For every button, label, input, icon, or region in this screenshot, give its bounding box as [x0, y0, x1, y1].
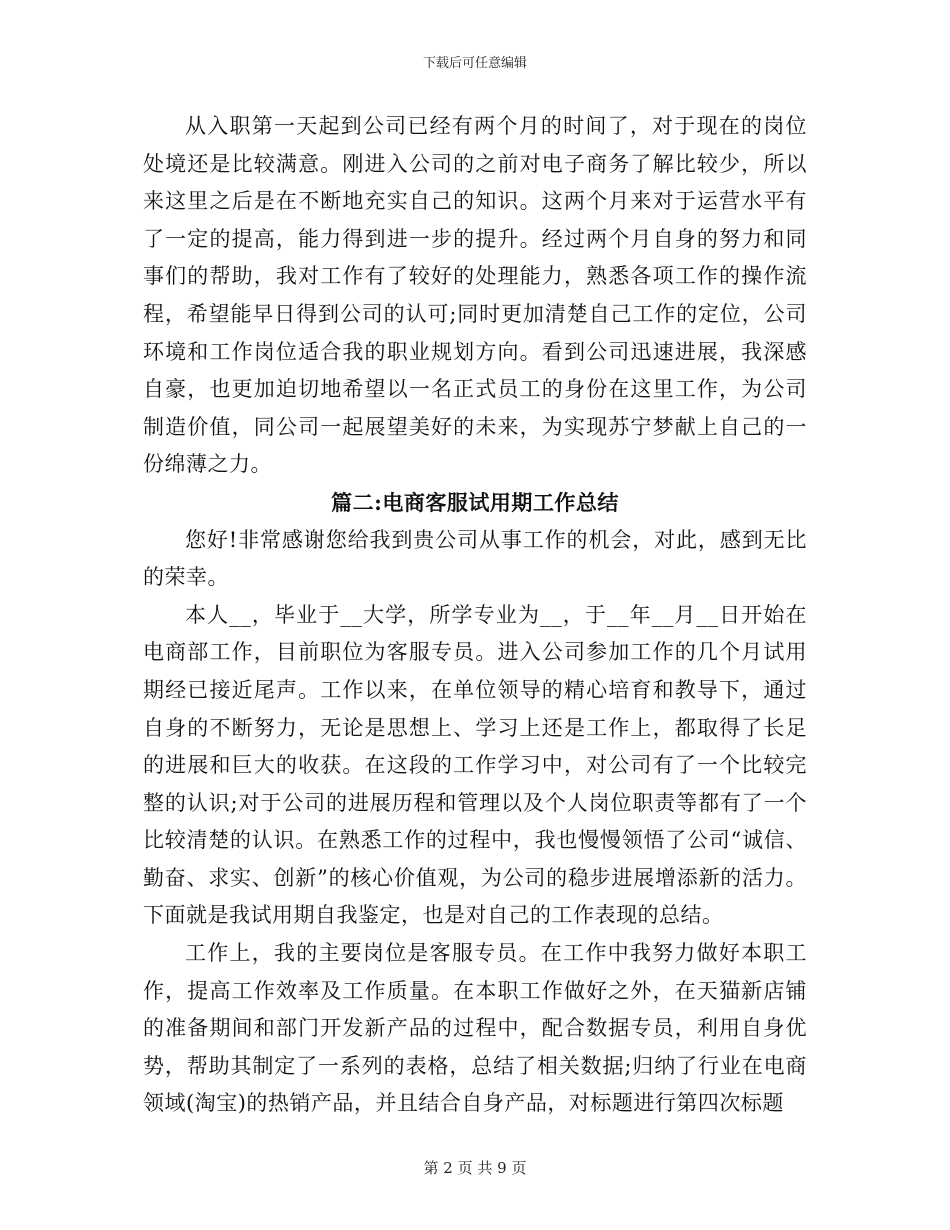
section-title: 篇二:电商客服试用期工作总结 [331, 489, 619, 515]
page-number: 第 2 页 共 9 页 [423, 1159, 527, 1177]
document-body [143, 108, 807, 1123]
paragraph: 您好!非常感谢您给我到贵公司从事工作的机会，对此，感到无比的荣幸。 [143, 527, 807, 590]
header-note: 下载后可任意编辑 [422, 56, 527, 71]
paragraph: 本人__，毕业于__大学，所学专业为__，于__年__月__日开始在电商部工作，目前职位为客服专员。进入公司参加工作的几个月试用期经已接近尾声。工作以来，在单位领导的精心培育和教导下，通过自身的不断努力，无论是思想上、学习上还是工作上，都取得了长足的进展和巨大的收获。在这段的工作学习中，对公司有了一个比较完整的认识;对于公司的进展历程和管理以及个人岗位职责等都有了一个比较清楚的认识。在熟悉工作的过程中，我也慢慢领悟了公司“诚信、勤奋、求实、创新”的核心价值观，为公司的稳步进展增添新的活力。下面就是我试用期自我鉴定，也是对自己的工作表现的总结。 [143, 602, 807, 928]
paragraph: 从入职第一天起到公司已经有两个月的时间了，对于现在的岗位处境还是比较满意。刚进入公司的之前对电子商务了解比较少，所以来这里之后是在不断地充实自己的知识。这两个月来对于运营水平有了一定的提高，能力得到进一步的提升。经过两个月自身的努力和同事们的帮助，我对工作有了较好的处理能力，熟悉各项工作的操作流程，希望能早日得到公司的认可;同时更加清楚自己工作的定位，公司环境和工作岗位适合我的职业规划方向。看到公司迅速进展，我深感自豪，也更加迫切地希望以一名正式员工的身份在这里工作，为公司制造价值，同公司一起展望美好的未来，为实现苏宁梦献上自己的一份绵薄之力。 [143, 114, 807, 477]
paragraph: 工作上，我的主要岗位是客服专员。在工作中我努力做好本职工作，提高工作效率及工作质量。在本职工作做好之外，在天猫新店铺的准备期间和部门开发新产品的过程中，配合数据专员，利用自身优势，帮助其制定了一系列的表格，总结了相关数据;归纳了行业在电商领域(淘宝)的热销产品，并且结合自身产品，对标题进行第四次标题 [143, 941, 807, 1116]
